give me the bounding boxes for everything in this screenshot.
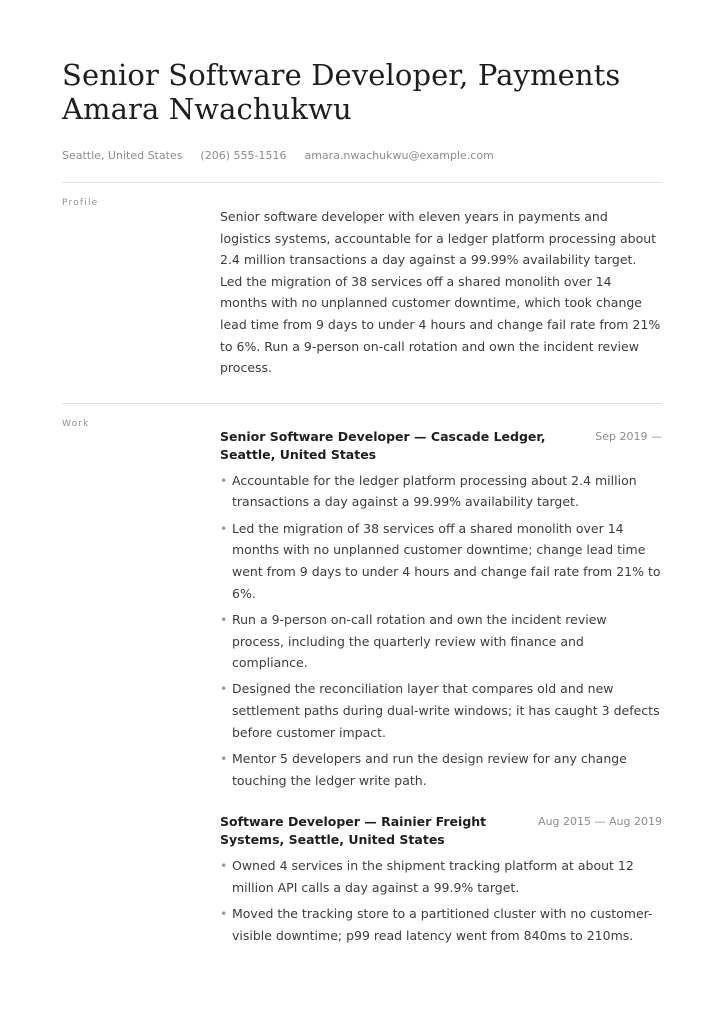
contact-location: Seattle, United States bbox=[62, 149, 183, 162]
contact-email: amara.nwachukwu@example.com bbox=[304, 149, 494, 162]
bullet-icon: • bbox=[220, 858, 228, 874]
resume-page bbox=[62, 58, 662, 951]
list-item bbox=[220, 470, 662, 513]
bullet-text: Designed the reconciliation layer that compares old and new settlement paths during dual-write windows; it has caught 3 defects before customer impact. bbox=[232, 681, 660, 740]
bullet-text: Moved the tracking store to a partitioned cluster with no customer-visible downtime; p99 read latency went from 840ms to 210ms. bbox=[232, 906, 653, 943]
section-label-work: Work bbox=[62, 418, 90, 429]
title-line-name: Amara Nwachukwu bbox=[62, 92, 352, 126]
bullet-icon: • bbox=[220, 681, 228, 697]
section-label-profile: Profile bbox=[62, 198, 99, 208]
job-bullets bbox=[220, 855, 662, 946]
list-item bbox=[220, 678, 662, 743]
list-item bbox=[220, 518, 662, 604]
list-item bbox=[220, 903, 662, 946]
bullet-icon: • bbox=[220, 751, 228, 767]
page-title bbox=[62, 58, 662, 126]
work-section bbox=[62, 404, 662, 951]
job-entry bbox=[220, 813, 662, 946]
bullet-text: Run a 9-person on-call rotation and own the incident review process, including the quarterly review with finance and compliance. bbox=[232, 611, 607, 671]
job-entry bbox=[220, 428, 662, 792]
bullet-text: Led the migration of 38 services off a shared monolith over 14 months with no unplanned customer downtime; change lead time went from 9 days to under 4 hours and change fail rate from 21% to 6%. bbox=[232, 520, 661, 601]
job-bullets bbox=[220, 470, 662, 792]
contact-phone: (206) 555-1516 bbox=[200, 149, 287, 162]
bullet-icon: • bbox=[220, 906, 228, 922]
profile-section bbox=[62, 183, 662, 403]
title-line-role: Senior Software Developer, Payments bbox=[62, 58, 621, 92]
bullet-text: Accountable for the ledger platform processing about 2.4 million transactions a day against a 99.99% availability target. bbox=[232, 472, 637, 510]
job-title: Senior Software Developer — Cascade Ledger, Seattle, United States bbox=[220, 428, 546, 462]
job-dates: Aug 2015 — Aug 2019 bbox=[538, 815, 662, 829]
profile-text: Senior software developer with eleven years in payments and logistics systems, accountable for a ledger platform processing about 2.4 million transactions a day against a 99.99% availability target. Led the migration of 38 services off a shared monolith over 14 months with no unplanned customer downtime, which took change lead time from 9 days to under 4 hours and change fail rate from 21% to 6%. Run a 9-person on-call rotation and own the incident review process. bbox=[220, 209, 661, 376]
bullet-icon: • bbox=[220, 472, 228, 488]
contact-line bbox=[62, 149, 662, 162]
job-title: Software Developer — Rainier Freight Systems, Seattle, United States bbox=[220, 814, 487, 848]
list-item bbox=[220, 855, 662, 898]
bullet-text: Owned 4 services in the shipment tracking platform at about 12 million API calls a day against a 99.9% target. bbox=[232, 858, 634, 895]
work-list bbox=[220, 404, 662, 951]
bullet-icon: • bbox=[220, 520, 228, 536]
list-item bbox=[220, 748, 662, 791]
bullet-text: Mentor 5 developers and run the design review for any change touching the ledger write path. bbox=[232, 751, 627, 788]
job-dates: Sep 2019 — bbox=[595, 429, 662, 443]
list-item bbox=[220, 609, 662, 674]
bullet-icon: • bbox=[220, 611, 228, 627]
